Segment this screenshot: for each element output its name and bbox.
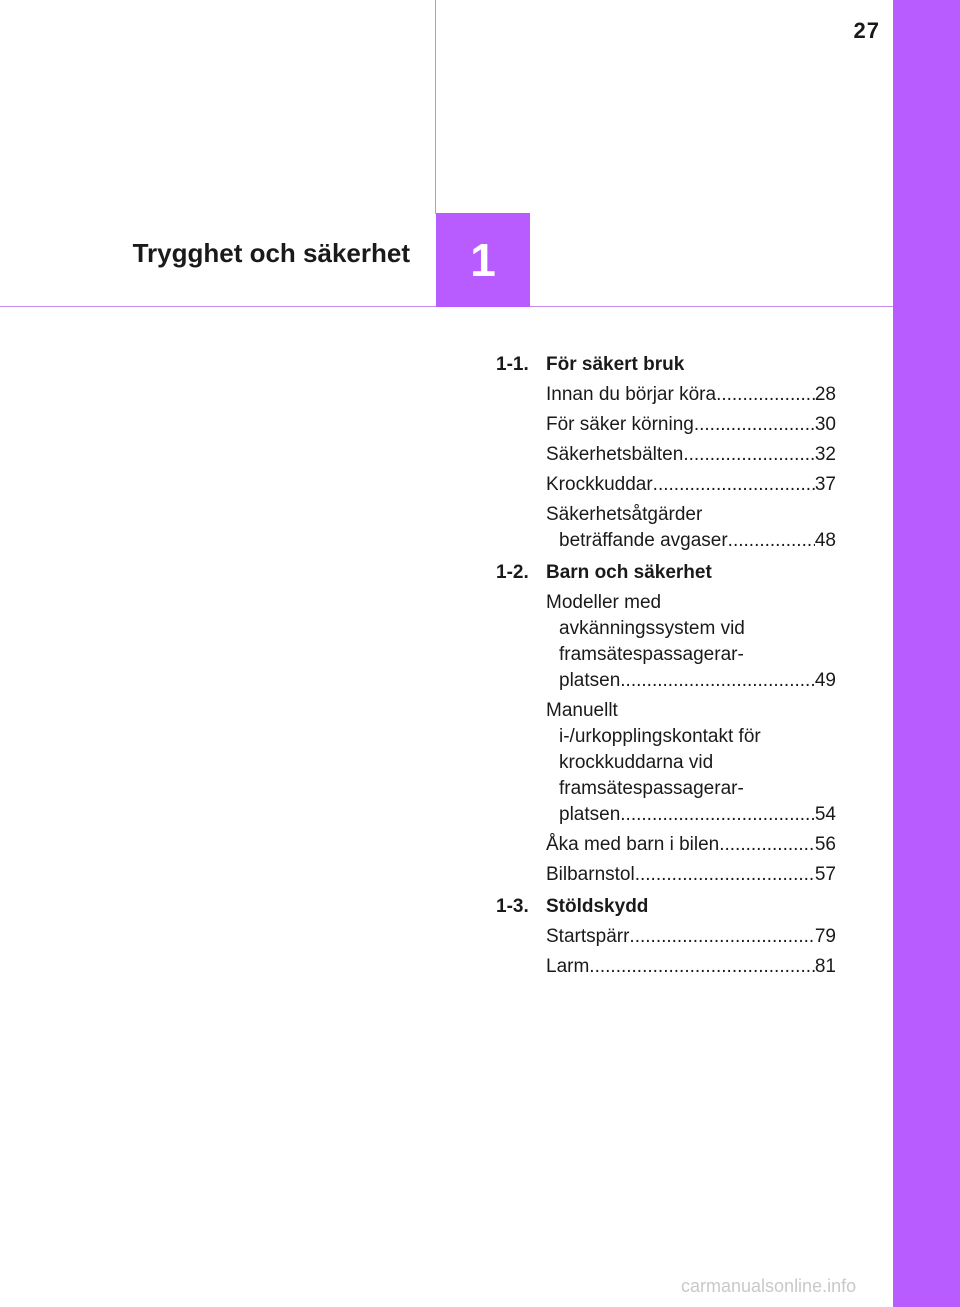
toc-entry-text: krockkuddarna vid — [559, 752, 714, 773]
dot-leader — [653, 472, 815, 498]
toc-entry-text: Säkerhetsbälten — [546, 444, 684, 465]
dot-leader — [683, 442, 815, 468]
chapter-title: Trygghet och säkerhet — [132, 238, 410, 268]
toc-entry[interactable] — [546, 590, 836, 694]
toc-entry-text: platsen — [559, 670, 621, 691]
dot-leader — [719, 832, 815, 858]
toc-entry-text: platsen — [559, 804, 621, 825]
toc-entry-text: Innan du börjar köra — [546, 384, 717, 405]
toc-page-number: 54 — [814, 804, 836, 825]
toc-page-number: 28 — [814, 384, 836, 405]
toc-entry-text: Åka med barn i bilen — [546, 834, 720, 855]
dot-leader — [635, 862, 815, 888]
toc-entry-text: beträffande avgaser — [559, 530, 728, 551]
section-heading — [496, 560, 836, 586]
toc-entry-text: i-/urkopplingskontakt för — [559, 726, 761, 747]
toc-page-number: 37 — [814, 474, 836, 495]
section-number: 1-1. — [496, 354, 529, 375]
toc-entry[interactable] — [546, 382, 836, 408]
toc-entry-text: Krockkuddar — [546, 474, 653, 495]
toc-page-number: 49 — [814, 670, 836, 691]
toc-page-number: 81 — [814, 956, 836, 977]
toc-entry-text: För säker körning — [546, 414, 694, 435]
toc-page-number: 57 — [814, 864, 836, 885]
dot-leader — [728, 528, 815, 554]
toc-entry-text: avkänningssystem vid — [559, 618, 745, 639]
toc-entry[interactable] — [546, 862, 836, 888]
section-number: 1-3. — [496, 896, 529, 917]
toc-page-number: 48 — [814, 530, 836, 551]
toc-entry[interactable] — [546, 698, 836, 828]
section-title: För säkert bruk — [546, 354, 685, 375]
table-of-contents — [496, 352, 836, 984]
toc-entry[interactable] — [546, 502, 836, 554]
dot-leader — [716, 382, 815, 408]
toc-entry[interactable] — [546, 442, 836, 468]
dot-leader — [620, 802, 815, 828]
watermark: carmanualsonline.info — [681, 1276, 857, 1296]
chapter-side-tab — [893, 0, 960, 1307]
toc-entry[interactable] — [546, 954, 836, 980]
toc-entry-text: Säkerhetsåtgärder — [546, 504, 703, 525]
section-title: Barn och säkerhet — [546, 562, 712, 583]
toc-entry-text: Bilbarnstol — [546, 864, 635, 885]
chapter-number-box: 1 — [436, 213, 530, 307]
toc-entry-text: framsätespassagerar- — [559, 644, 744, 665]
dot-leader — [629, 924, 814, 950]
page-number: 27 — [853, 18, 880, 43]
toc-entry-text: Manuellt — [546, 700, 618, 721]
dot-leader — [589, 954, 815, 980]
section-heading — [496, 352, 836, 378]
toc-page-number: 30 — [814, 414, 836, 435]
section-number: 1-2. — [496, 562, 529, 583]
toc-page-number: 32 — [814, 444, 836, 465]
toc-entry[interactable] — [546, 924, 836, 950]
toc-entry-text: Larm — [546, 956, 590, 977]
section-title: Stöldskydd — [546, 896, 649, 917]
toc-entry-text: framsätespassagerar- — [559, 778, 744, 799]
dot-leader — [620, 668, 815, 694]
section-heading — [496, 894, 836, 920]
toc-entry[interactable] — [546, 412, 836, 438]
toc-entry-text: Startspärr — [546, 926, 630, 947]
vertical-divider — [435, 0, 436, 214]
toc-entry[interactable] — [546, 472, 836, 498]
toc-entry-text: Modeller med — [546, 592, 662, 613]
toc-page-number: 56 — [814, 834, 836, 855]
toc-entry[interactable] — [546, 832, 836, 858]
dot-leader — [694, 412, 815, 438]
toc-page-number: 79 — [814, 926, 836, 947]
